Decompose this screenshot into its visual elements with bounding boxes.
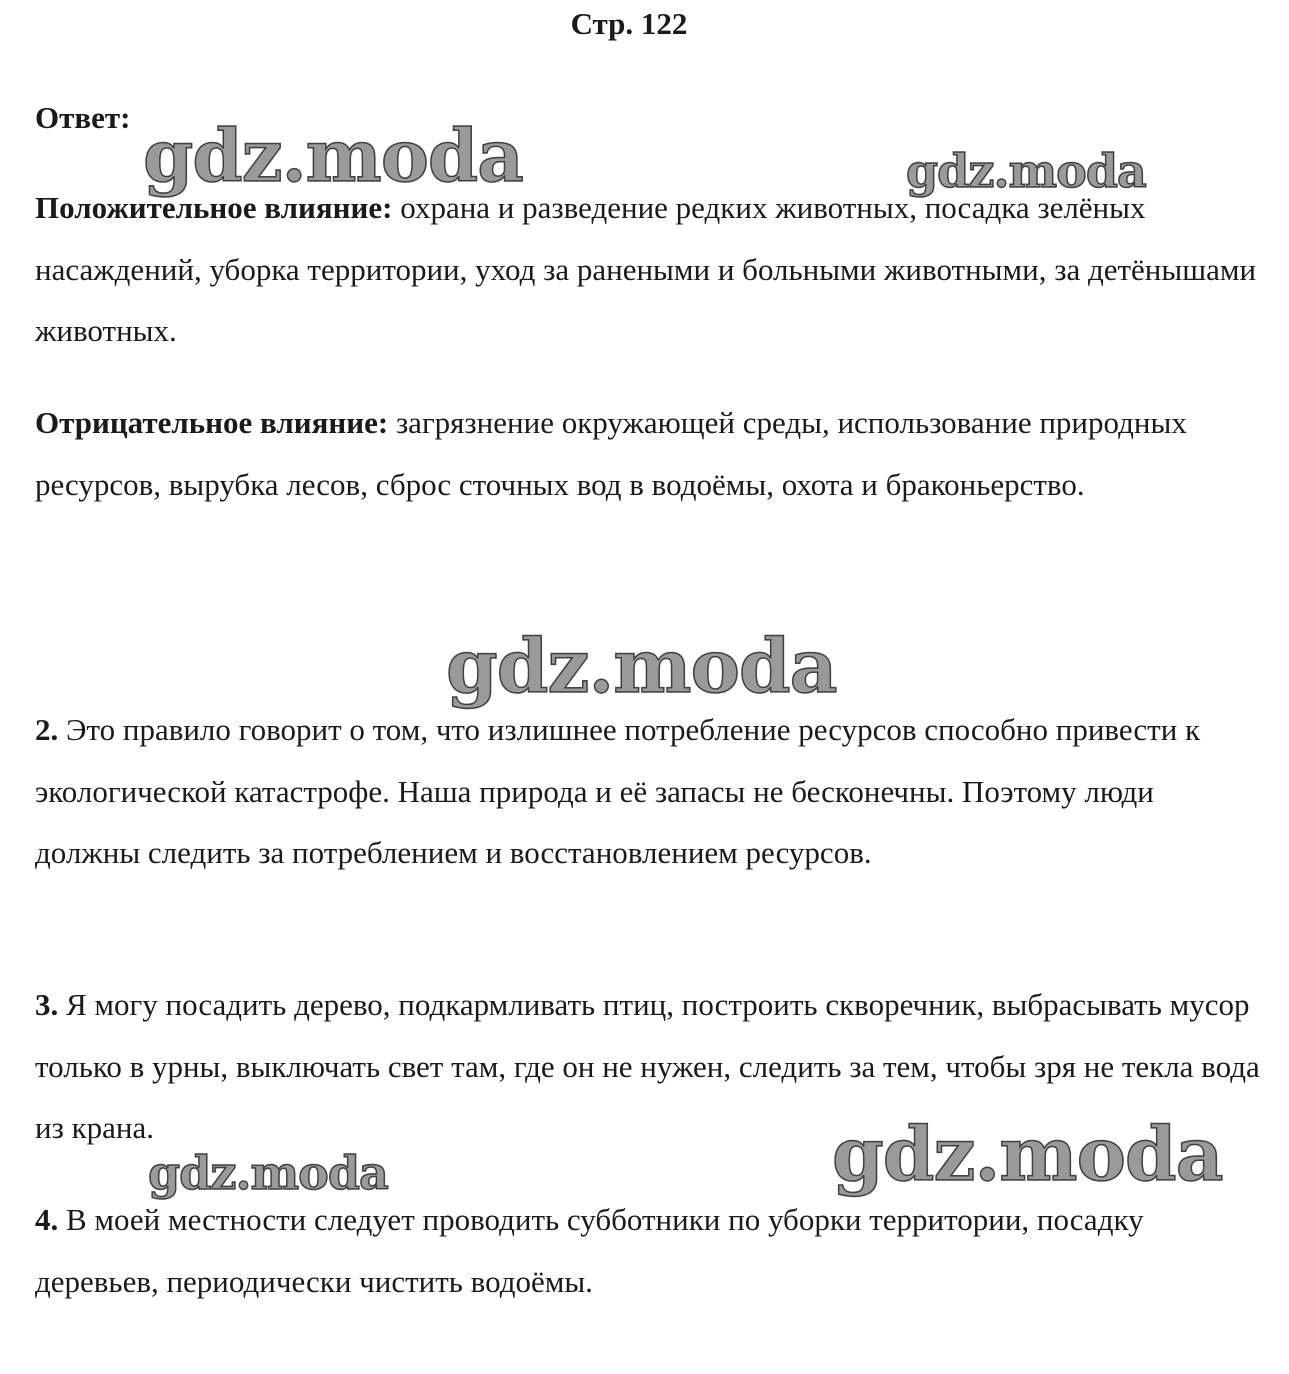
- watermark: gdz.moda: [446, 624, 837, 710]
- page-title: Стр. 122: [570, 6, 688, 41]
- watermark: gdz.moda: [832, 1112, 1223, 1198]
- answer-item-4: [35, 1189, 1260, 1312]
- answer-label: Ответ:: [35, 100, 131, 135]
- negative-text: загрязнение окружающей среды, использование природных ресурсов, вырубка лесов, сброс сточных вод в водоёмы, охота и браконьерство.: [35, 405, 1187, 502]
- positive-heading: Положительное влияние:: [35, 190, 393, 225]
- watermark: gdz.moda: [906, 144, 1146, 198]
- paragraph-positive-influence: [35, 177, 1260, 362]
- item-4-text: В моей местности следует проводить субботники по уборки территории, посадку деревьев, периодически чистить водоёмы.: [35, 1202, 1144, 1299]
- negative-heading: Отрицательное влияние:: [35, 405, 389, 440]
- positive-text: охрана и разведение редких животных, посадка зелёных насаждений, уборка территории, уход за ранеными и больными животными, за детёнышами животных.: [35, 190, 1257, 348]
- paragraph-negative-influence: [35, 392, 1260, 515]
- item-4-number: 4.: [35, 1202, 59, 1237]
- watermark: gdz.moda: [143, 113, 523, 198]
- item-2-number: 2.: [35, 712, 59, 747]
- answer-item-2: [35, 699, 1260, 884]
- item-2-text: Это правило говорит о том, что излишнее потребление ресурсов способно привести к экологической катастрофе. Наша природа и её запасы не бесконечны. Поэтому люди должны следить за потреблением и восстановлением ресурсов.: [35, 712, 1201, 870]
- item-3-text: Я могу посадить дерево, подкармливать птиц, построить скворечник, выбрасывать мусор только в урны, выключать свет там, где он не нужен, следить за тем, чтобы зря не текла вода из крана.: [35, 987, 1260, 1145]
- watermark: gdz.moda: [148, 1146, 388, 1200]
- item-3-number: 3.: [35, 987, 59, 1022]
